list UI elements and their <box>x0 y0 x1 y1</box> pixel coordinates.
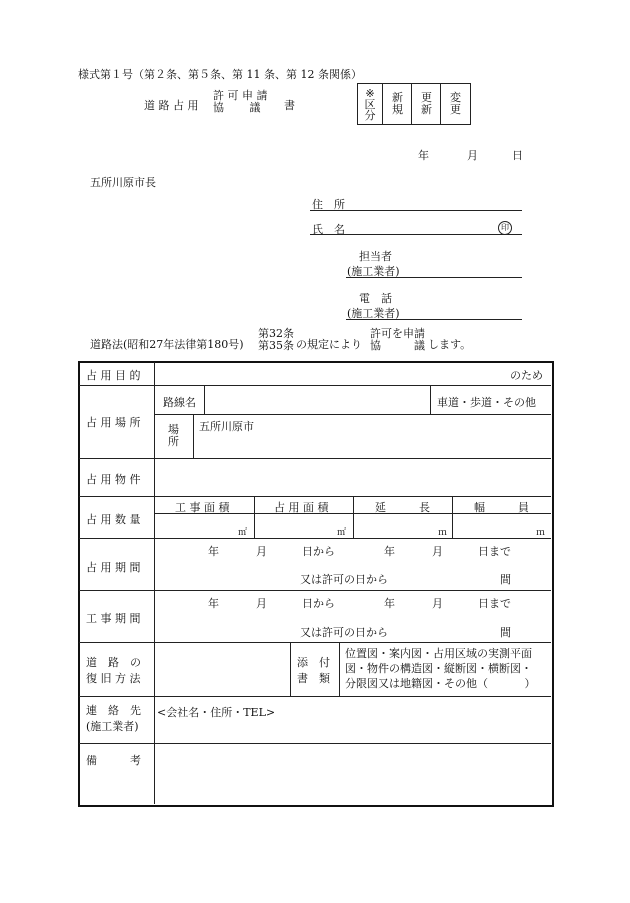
date-year: 年 <box>418 149 429 162</box>
statement-mid: の規定により <box>296 338 362 351</box>
classification-renew[interactable]: 更 新 <box>411 84 441 124</box>
width-unit: ｍ <box>536 528 546 538</box>
length-header: 延 長 <box>375 501 430 514</box>
period-permit-day: 又は許可の日から <box>300 573 388 586</box>
addressee: 五所川原市長 <box>90 176 156 189</box>
statement-end: します。 <box>428 338 472 351</box>
restore-input[interactable] <box>160 646 286 692</box>
width-header: 幅 員 <box>474 501 529 514</box>
object-input[interactable] <box>160 462 545 492</box>
location-label: 場 所 <box>168 423 179 448</box>
title-suffix: 書 <box>284 99 295 112</box>
contact-sub: (施工業者) <box>347 265 400 278</box>
date-month: 月 <box>467 149 478 162</box>
quantity-label: 占 用 数 量 <box>86 513 141 526</box>
purpose-suffix: のため <box>510 369 543 382</box>
remarks-label: 備 考 <box>86 754 141 767</box>
classification-label: ※ 区 分 <box>364 86 376 122</box>
object-label: 占 用 物 件 <box>86 473 141 486</box>
restore-label: 道 路 の 復 旧 方 法 <box>86 656 141 685</box>
purpose-input[interactable] <box>160 364 482 384</box>
contact-label: 担当者 <box>359 250 392 263</box>
phone-label: 電 話 <box>359 292 392 305</box>
attach-list: 位置図・案内図・占用区域の実測平面 図・物件の構造図・縦断図・横断図・ 分限図又は地籍図・その他（ ） <box>345 647 536 690</box>
title-option-consult: 協 議 <box>213 101 261 114</box>
location-value[interactable]: 五所川原市 <box>199 420 254 433</box>
contact-value[interactable]: <会社名・住所・TEL> <box>157 706 276 719</box>
period-between: 間 <box>500 573 511 586</box>
title-prefix: 道 路 占 用 <box>144 99 199 112</box>
occupy-area-header: 占 用 面 積 <box>274 501 329 514</box>
classification-mark: ※ <box>365 86 375 100</box>
phone-sub: (施工業者) <box>347 307 400 320</box>
period-label: 占 用 期 間 <box>86 561 141 574</box>
attach-label: 添 付 書 類 <box>297 656 330 685</box>
statement-law: 道路法(昭和27年法律第180号) <box>90 338 244 351</box>
occupy-area-unit: ㎡ <box>337 528 347 538</box>
name-field[interactable] <box>310 234 522 235</box>
classification-change[interactable]: 変 更 <box>440 84 470 124</box>
title-options <box>213 90 268 114</box>
purpose-label: 占 用 目 的 <box>86 369 141 382</box>
remarks-input[interactable] <box>160 748 545 798</box>
work-between: 間 <box>500 626 511 639</box>
statement-options: 許可を申請 協 議 <box>370 327 425 352</box>
place-label: 占 用 場 所 <box>86 416 141 429</box>
contact-field[interactable] <box>346 277 522 278</box>
form-number: 様式第１号（第２条、第５条、第 11 条、第 12 条関係） <box>78 68 362 81</box>
seal-mark: 印 <box>498 221 512 235</box>
classification-box <box>357 83 471 125</box>
work-permit-day: 又は許可の日から <box>300 626 388 639</box>
name-label: 氏 名 <box>312 223 345 236</box>
title-option-permit: 許 可 申 請 <box>213 89 268 102</box>
road-type-options[interactable]: 車道・歩道・その他 <box>437 396 536 409</box>
contact-row-label: 連 絡 先 (施工業者) <box>86 704 141 733</box>
date-day: 日 <box>512 149 523 162</box>
statement-articles: 第32条 第35条 <box>258 327 294 352</box>
work-period-label: 工 事 期 間 <box>86 612 141 625</box>
work-area-header: 工 事 面 積 <box>175 501 230 514</box>
route-name-label: 路線名 <box>163 396 196 409</box>
address-field[interactable] <box>310 210 522 211</box>
length-unit: ｍ <box>438 528 448 538</box>
phone-field[interactable] <box>346 319 522 320</box>
classification-new[interactable]: 新 規 <box>382 84 412 124</box>
route-name-input[interactable] <box>206 388 428 412</box>
address-label: 住 所 <box>312 198 345 211</box>
work-area-unit: ㎡ <box>238 528 248 538</box>
